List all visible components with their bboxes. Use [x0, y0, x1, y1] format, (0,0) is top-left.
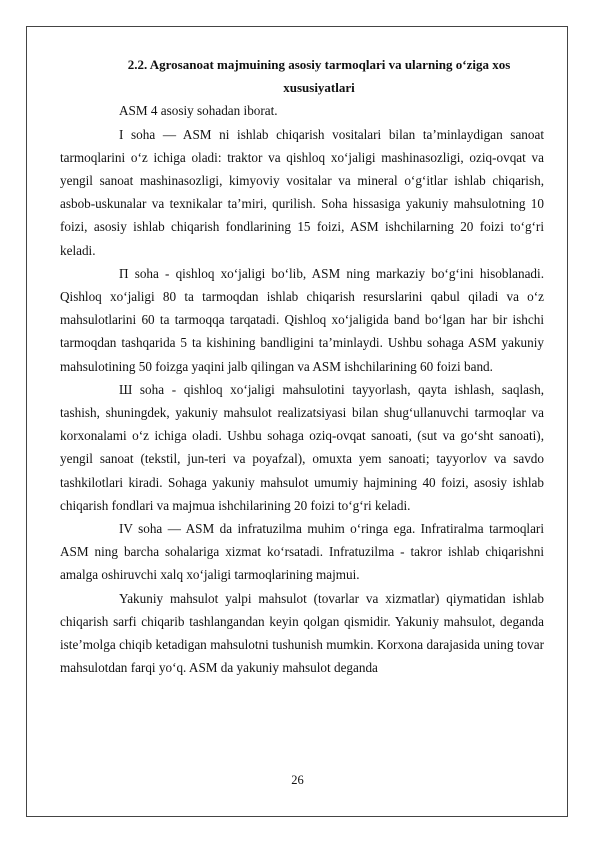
section-heading: [60, 53, 544, 99]
heading-line-2: xususiyatlari: [283, 80, 355, 96]
paragraph-sector-2: П soha - qishloq xo‘jaligi bo‘lib, ASM ning markaziy bo‘g‘ini hisoblanadi. Qishloq xo‘jaligi 80 ta tarmoqdan ishlab chiqarish resurslarini qabul qiladi va o‘z mahsulotlarini 60 ta tarmoqqa tarqatadi. Qishloq xo‘jaligida band bo‘lgan har bir ishchi tarmoqdan tashqarida 5 ta kishining bandligini ta’minlaydi. Ushbu sohaga ASM yakuniy mahsulotining 50 foizga yaqini jalb qilingan va ASM ishchilarining 60 foizi band.: [60, 265, 544, 374]
paragraph-sector-3: Ш soha - qishloq xo‘jaligi mahsulotini tayyorlash, qayta ishlash, saqlash, tashish, shuningdek, yakuniy mahsulot realizatsiyasi bilan shug‘ullanuvchi tarmoqlar va korxonalami o‘z ichiga oladi. Ushbu sohaga oziq-ovqat sanoati, (sut va go‘sht sanoati), yengil sanoat (tekstil, jun-teri va poyafzal), omuxta yem sanoati; tayyorlov va savdo tashkilotlari kiradi. Sohaga yakuniy mahsulot umumiy hajmining 40 foizi, asosiy ishlab chiqarish fondlari va majmua ishchilarining 20 foizi to‘g‘ri keladi.: [60, 381, 544, 513]
page-number: 26: [291, 773, 304, 787]
heading-line-1: 2.2. Agrosanoat majmuining asosiy tarmoqlari va ularning o‘ziga xos: [127, 57, 511, 72]
paragraph-intro: ASM 4 asosiy sohadan iborat.: [119, 103, 278, 119]
paragraph-sector-1: I soha — ASM ni ishlab chiqarish vositalari bilan ta’minlaydigan sanoat tarmoqlarini o‘z ichiga oladi: traktor va qishloq xo‘jaligi mashinasozligi, oziq-ovqat va yengil sanoat mashinasozligi, kimyoviy vositalar va mineral o‘g‘itlar ishlab chiqarish, asbob-uskunalar va texnikalar ta’miri, qurilish. Soha hissasiga yakuniy mahsulotning 10 foizi, asosiy ishlab chiqarish fondlarining 15 foizi, ASM ishchilarning 20 foizi to‘g‘ri keladi.: [60, 126, 544, 258]
paragraph-final-product: Yakuniy mahsulot yalpi mahsulot (tovarlar va xizmatlar) qiymatidan ishlab chiqarish sarfi chiqarib tashlangandan keyin qolgan qismidir. Yakuniy mahsulot, deganda iste’molga chiqib ketadigan mahsulotni tushunish mumkin. Korxona darajasida uning tovar mahsulotdan farqi yo‘q. ASM da yakuniy mahsulot deganda: [60, 590, 544, 676]
document-body: [60, 53, 544, 679]
paragraph-sector-4: IV soha — ASM da infratuzilma muhim o‘ringa ega. Infratiralma tarmoqlari ASM ning barcha sohalariga xizmat ko‘rsatadi. Infratuzilma - takror ishlab chiqarishni amalga oshiruvchi xalq xo‘jaligi tarmoqlarining majmui.: [60, 521, 544, 583]
